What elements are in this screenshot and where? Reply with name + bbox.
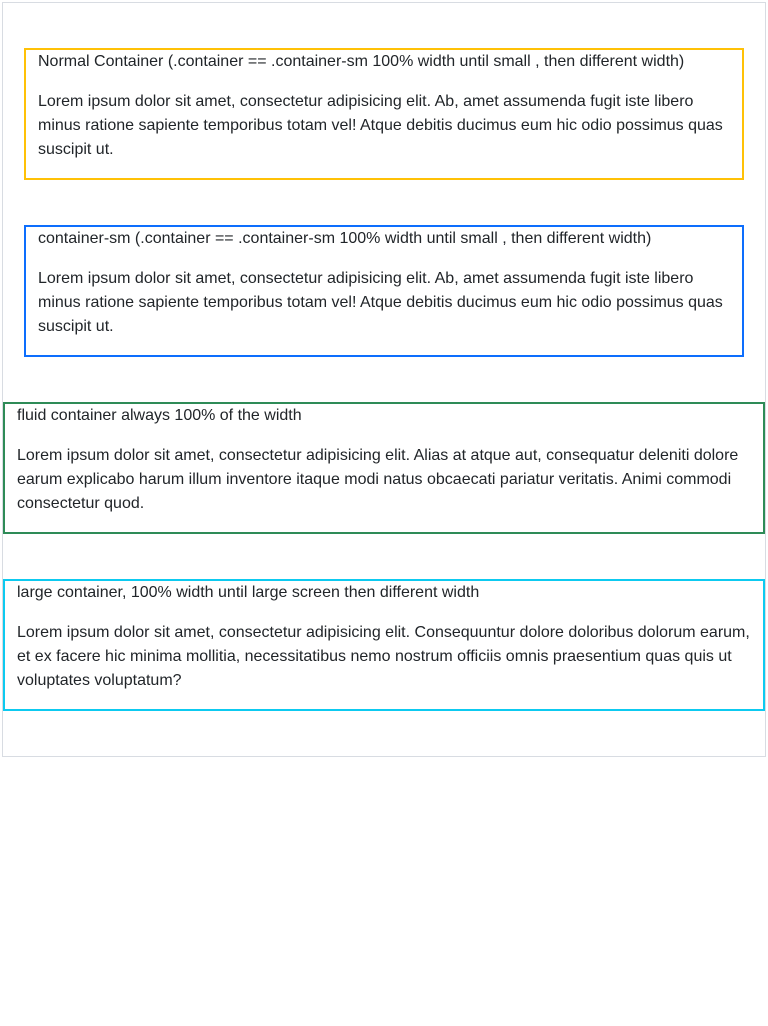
container-lg-box bbox=[3, 579, 765, 711]
page bbox=[0, 2, 768, 1026]
normal-container-title: Normal Container (.container == .container-sm 100% width until small , then different width) bbox=[38, 53, 685, 70]
page-frame bbox=[2, 2, 766, 757]
container-lg-text: Lorem ipsum dolor sit amet, consectetur adipisicing elit. Consequuntur dolore doloribus dolorum earum, et ex facere hic minima mollitia, necessitatibus nemo nostrum officiis omnis praesentium quas quis ut voluptates voluptatum? bbox=[17, 624, 750, 689]
container-fluid-text: Lorem ipsum dolor sit amet, consectetur adipisicing elit. Alias at atque aut, consequatur deleniti dolore earum explicabo harum illum inventore itaque modi natus obcaecati pariatur veritatis. Animi commodi consectetur quod. bbox=[17, 447, 739, 512]
normal-container-text: Lorem ipsum dolor sit amet, consectetur adipisicing elit. Ab, amet assumenda fugit iste libero minus ratione sapiente temporibus totam vel! Atque debitis ducimus eum hic odio possimus quas suscipit ut. bbox=[38, 93, 723, 158]
container-lg-title: large container, 100% width until large screen then different width bbox=[17, 584, 480, 601]
normal-container-box bbox=[24, 48, 744, 180]
container-fluid-title: fluid container always 100% of the width bbox=[17, 407, 302, 424]
container-sm-title: container-sm (.container == .container-sm 100% width until small , then different width) bbox=[38, 230, 652, 247]
container-fluid-box bbox=[3, 402, 765, 534]
container-sm-text: Lorem ipsum dolor sit amet, consectetur adipisicing elit. Ab, amet assumenda fugit iste libero minus ratione sapiente temporibus totam vel! Atque debitis ducimus eum hic odio possimus quas suscipit ut. bbox=[38, 270, 723, 335]
container-sm-box bbox=[24, 225, 744, 357]
